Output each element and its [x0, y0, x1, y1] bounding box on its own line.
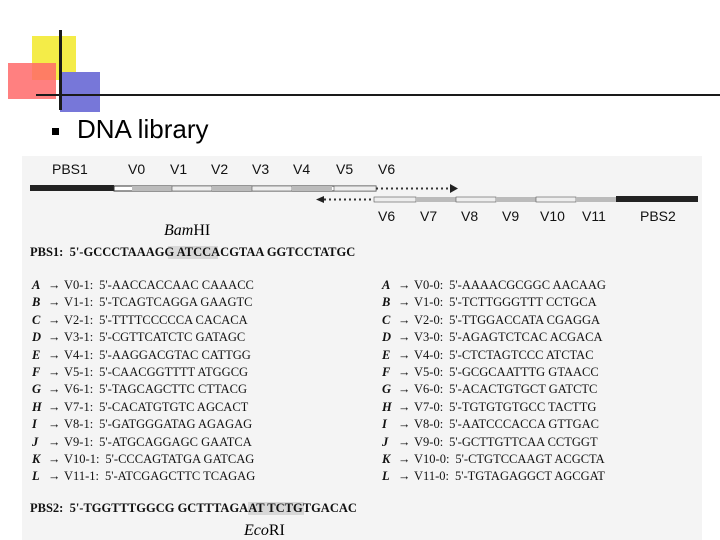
- primer-sequence: 5'-CAACGGTTTT ATGGCG: [99, 365, 249, 379]
- right-primer-row: [382, 469, 605, 484]
- primer-letter: D: [382, 330, 392, 345]
- primer-sequence: 5'-CCCAGTATGA GATCAG: [105, 452, 255, 466]
- primer-letter: E: [382, 347, 391, 362]
- primer-name: V5-0:: [414, 365, 444, 379]
- label-v11-bottom: V11: [582, 208, 606, 224]
- left-primer-row: [32, 452, 254, 467]
- arrow-icon: →: [398, 347, 411, 362]
- bottom-v11-block: [576, 197, 616, 202]
- primer-name: V9-1:: [64, 434, 94, 449]
- primer-name: V11-0:: [414, 469, 449, 484]
- primer-name: V8-0:: [414, 417, 444, 432]
- primer-name: V4-1:: [64, 347, 94, 362]
- primer-name: V8-1:: [64, 417, 94, 432]
- bamhi-italic: Bam: [164, 222, 194, 239]
- left-primer-row: [32, 348, 251, 363]
- top-v5-block: [334, 186, 376, 191]
- primer-name: V3-1:: [64, 330, 94, 345]
- pbs2-thick-segment: [616, 196, 698, 202]
- primer-name: V1-0:: [414, 295, 444, 310]
- primer-letter: D: [32, 330, 42, 345]
- arrow-icon: →: [398, 365, 411, 379]
- arrow-icon: →: [398, 278, 411, 292]
- primer-sequence: 5'-TTGGACCATA CGAGGA: [449, 312, 601, 327]
- primer-name: V9-0:: [414, 434, 444, 449]
- arrow-icon: →: [48, 312, 61, 327]
- bottom-v6-block: [374, 197, 416, 202]
- left-primer-row: [32, 365, 248, 380]
- pbs2-sequence: PBS2: 5'-TGGTTTGGCG GCTTTAGAAT TCTGTGACAC: [30, 501, 357, 515]
- primer-letter: G: [32, 382, 42, 397]
- primer-name: V7-0:: [414, 399, 444, 414]
- arrow-icon: →: [48, 434, 61, 449]
- primer-letter: K: [32, 452, 41, 466]
- arrow-icon: →: [48, 417, 61, 432]
- primer-name: V2-1:: [64, 312, 94, 327]
- arrow-icon: →: [398, 382, 411, 397]
- bottom-v9-block: [496, 197, 536, 202]
- ecori-suffix: RI: [268, 522, 285, 539]
- primer-letter: J: [382, 434, 389, 449]
- label-v4-top: V4: [293, 161, 311, 177]
- right-primer-row: [382, 313, 600, 328]
- primer-sequence: 5'-GATGGGATAG AGAGAG: [99, 417, 253, 432]
- label-v2-top: V2: [211, 161, 229, 177]
- ecori-italic: Eco: [244, 522, 269, 539]
- primer-sequence: 5'-GCTTGTTCAA CCTGGT: [449, 434, 598, 449]
- left-primer-row: [32, 469, 255, 484]
- corner-vertical-rule: [59, 30, 62, 110]
- ecori-label: [244, 522, 285, 540]
- primer-letter: C: [32, 312, 41, 327]
- right-primer-row: [382, 382, 597, 397]
- top-v2-block: [212, 186, 252, 191]
- right-primer-row: [382, 452, 605, 467]
- primer-letter: E: [32, 347, 41, 362]
- primer-letter: F: [32, 365, 41, 379]
- arrow-icon: →: [48, 399, 61, 414]
- top-arrow-head: [450, 184, 458, 193]
- arrow-icon: →: [48, 295, 61, 310]
- right-primer-row: [382, 295, 597, 310]
- primer-sequence: 5'-TGTGTGTGCC TACTTG: [449, 399, 597, 414]
- left-primer-row: [32, 400, 248, 415]
- arrow-icon: →: [398, 330, 411, 345]
- primer-letter: B: [382, 295, 391, 310]
- arrow-icon: →: [48, 330, 61, 345]
- top-v4-block: [292, 186, 332, 191]
- label-v7-bottom: V7: [420, 208, 438, 224]
- arrow-icon: →: [48, 365, 61, 379]
- primer-name: V7-1:: [64, 399, 94, 414]
- primer-name: V2-0:: [414, 312, 444, 327]
- primer-letter: C: [382, 312, 391, 327]
- bottom-v10-block: [536, 197, 576, 202]
- bullet-square-icon: [52, 128, 59, 135]
- label-v10-bottom: V10: [540, 208, 565, 224]
- primer-name: V11-1:: [64, 469, 99, 484]
- label-v6-bottom: V6: [378, 208, 396, 224]
- label-v1-top: V1: [170, 161, 188, 177]
- arrow-icon: →: [48, 382, 61, 397]
- arrow-icon: →: [398, 399, 411, 414]
- primer-sequence: 5'-TTTTCCCCCA CACACA: [99, 312, 248, 327]
- primer-sequence: 5'-ATCGAGCTTC TCAGAG: [104, 469, 256, 484]
- primer-letter: F: [382, 365, 391, 379]
- primer-name: V3-0:: [414, 330, 444, 345]
- right-primer-row: [382, 330, 602, 345]
- left-primer-row: [32, 435, 252, 450]
- arrow-icon: →: [48, 347, 61, 362]
- arrow-icon: →: [398, 452, 411, 466]
- right-primer-row: [382, 435, 598, 450]
- bottom-arrow-head: [316, 196, 324, 203]
- left-primer-row: [32, 382, 247, 397]
- primer-sequence: 5'-AACCACCAAC CAAACC: [99, 278, 254, 292]
- primer-name: V4-0:: [414, 347, 444, 362]
- bamhi-suffix: HI: [193, 222, 211, 239]
- primer-name: V1-1:: [64, 295, 94, 310]
- label-v9-bottom: V9: [502, 208, 520, 224]
- corner-blue-square: [60, 72, 100, 112]
- primer-sequence: 5'-AGAGTCTCAC ACGACA: [449, 330, 603, 345]
- primer-sequence: 5'-ATGCAGGAGC GAATCA: [99, 434, 252, 449]
- left-primer-row: [32, 295, 252, 310]
- right-primer-row: [382, 365, 599, 380]
- right-primer-row: [382, 417, 599, 432]
- right-primer-row: [382, 400, 596, 415]
- primer-letter: A: [382, 278, 391, 292]
- arrow-icon: →: [398, 434, 411, 449]
- primer-sequence: 5'-AATCCCACCA GTTGAC: [449, 417, 600, 432]
- arrow-icon: →: [48, 469, 61, 484]
- label-v6-top: V6: [378, 161, 396, 177]
- primer-sequence: 5'-CACATGTGTC AGCACT: [99, 399, 249, 414]
- primer-letter: I: [382, 417, 387, 432]
- construct-diagram: [22, 156, 702, 236]
- primer-letter: L: [32, 469, 40, 484]
- right-primer-row: [382, 278, 606, 293]
- primer-letter: G: [382, 382, 392, 397]
- primer-letter: J: [32, 434, 39, 449]
- right-primer-row: [382, 348, 594, 363]
- primer-letter: L: [382, 469, 390, 484]
- label-v0-top: V0: [128, 161, 146, 177]
- primer-sequence: 5'-CGTTCATCTC GATAGC: [99, 330, 246, 345]
- left-primer-row: [32, 278, 254, 293]
- arrow-icon: →: [48, 452, 61, 466]
- primer-sequence: 5'-CTGTCCAAGT ACGCTA: [455, 452, 605, 466]
- dna-library-figure: [22, 156, 702, 540]
- title-rule: [36, 94, 720, 96]
- pbs1-thick-segment: [30, 185, 114, 191]
- primer-sequence: 5'-CTCTAGTCCC ATCTAC: [449, 347, 594, 362]
- label-pbs2-bottom: PBS2: [640, 208, 676, 224]
- label-v8-bottom: V8: [461, 208, 479, 224]
- left-primer-row: [32, 313, 248, 328]
- primer-letter: K: [382, 452, 391, 466]
- primer-letter: I: [32, 417, 37, 432]
- primer-name: V5-1:: [64, 365, 94, 379]
- label-v5-top: V5: [336, 161, 354, 177]
- primer-sequence: 5'-TCTTGGGTTT CCTGCA: [449, 295, 597, 310]
- primer-name: V6-1:: [64, 382, 94, 397]
- slide-title: DNA library: [77, 114, 209, 144]
- primer-sequence: 5'-TGTAGAGGCT AGCGAT: [454, 469, 605, 484]
- primer-sequence: 5'-TCAGTCAGGA GAAGTC: [99, 295, 253, 310]
- bamhi-label: [164, 222, 210, 240]
- primer-name: V0-0:: [414, 278, 444, 292]
- label-pbs1-top: PBS1: [52, 161, 88, 177]
- primer-sequence: 5'-AAAACGCGGC AACAAG: [449, 278, 606, 292]
- primer-letter: H: [382, 399, 392, 414]
- pbs1-sequence: PBS1: 5'-GCCCTAAAGG ATCCACGTAA GGTCCTATGC: [30, 245, 356, 259]
- primer-letter: H: [32, 399, 42, 414]
- primer-sequence: 5'-TAGCAGCTTC CTTACG: [99, 382, 247, 397]
- top-v1-block: [172, 186, 212, 191]
- primer-name: V6-0:: [414, 382, 444, 397]
- top-v0-block: [132, 186, 172, 191]
- primer-name: V10-1:: [64, 452, 100, 466]
- arrow-icon: →: [398, 295, 411, 310]
- left-primer-row: [32, 417, 252, 432]
- arrow-icon: →: [398, 417, 411, 432]
- primer-name: V0-1:: [64, 278, 94, 292]
- primer-letter: A: [32, 278, 41, 292]
- primer-sequence: 5'-GCGCAATTTG GTAACC: [449, 365, 599, 379]
- primer-name: V10-0:: [414, 452, 450, 466]
- arrow-icon: →: [48, 278, 61, 292]
- primer-sequence: 5'-AAGGACGTAC CATTGG: [99, 347, 251, 362]
- primer-letter: B: [32, 295, 41, 310]
- arrow-icon: →: [398, 469, 411, 484]
- primer-sequence: 5'-ACACTGTGCT GATCTC: [449, 382, 598, 397]
- left-primer-row: [32, 330, 245, 345]
- top-v3-block: [252, 186, 292, 191]
- arrow-icon: →: [398, 312, 411, 327]
- label-v3-top: V3: [252, 161, 270, 177]
- bottom-v8-block: [456, 197, 496, 202]
- bottom-v7-block: [416, 197, 456, 202]
